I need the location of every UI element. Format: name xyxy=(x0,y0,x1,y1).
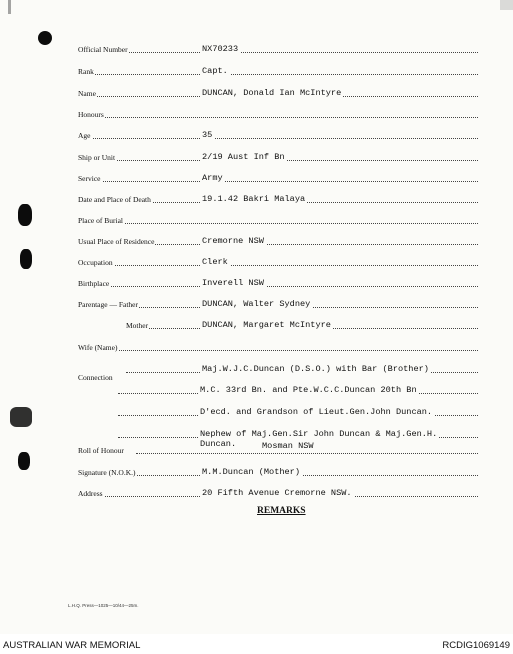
label-birthplace: Birthplace xyxy=(78,279,110,288)
row-parentage-mother xyxy=(78,316,478,332)
label-date-place-death: Date and Place of Death xyxy=(78,195,151,204)
value-service: Army xyxy=(202,173,223,183)
label-service: Service xyxy=(78,174,101,183)
value-date-place-death: 19.1.42 Bakri Malaya xyxy=(202,194,306,204)
value-connection-line-5: Duncan. xyxy=(200,439,237,449)
value-official-number: NX70233 xyxy=(202,44,239,54)
row-age xyxy=(78,126,478,142)
value-roll-of-honour: Mosman NSW xyxy=(262,441,314,451)
value-age: 35 xyxy=(202,130,213,140)
value-occupation: Clerk xyxy=(202,257,228,267)
label-roll-of-honour: Roll of Honour xyxy=(78,446,124,455)
label-wife: Wife (Name) xyxy=(78,343,118,352)
value-ship-or-unit: 2/19 Aust Inf Bn xyxy=(202,152,285,162)
punch-hole-low2 xyxy=(18,452,30,470)
label-name: Name xyxy=(78,89,96,98)
label-occupation: Occupation xyxy=(78,258,113,267)
punch-hole-mid1 xyxy=(18,204,32,226)
label-usual-residence: Usual Place of Residence xyxy=(78,237,155,246)
row-birthplace xyxy=(78,274,478,290)
row-roll-of-honour xyxy=(78,441,478,457)
value-parentage-mother: DUNCAN, Margaret McIntyre xyxy=(202,320,331,330)
label-official-number: Official Number xyxy=(78,45,128,54)
row-honours xyxy=(78,105,478,121)
row-wife xyxy=(78,338,478,354)
punch-hole-mid2 xyxy=(20,249,32,269)
row-ship-or-unit xyxy=(78,148,478,164)
label-address: Address xyxy=(78,489,103,498)
value-address: 20 Fifth Avenue Cremorne NSW. xyxy=(202,488,352,498)
remarks-heading: REMARKS xyxy=(257,506,306,516)
printer-line: L.H.Q. Press—1025—10/44—25m. xyxy=(68,603,139,608)
row-address xyxy=(78,484,478,500)
value-connection-line-4: Nephew of Maj.Gen.Sir John Duncan & Maj.Gen.H. xyxy=(200,429,438,439)
row-parentage-father xyxy=(78,295,478,311)
punch-hole-top xyxy=(38,31,52,45)
label-rank: Rank xyxy=(78,67,94,76)
row-occupation xyxy=(78,253,478,269)
row-official-number xyxy=(78,40,478,56)
row-service xyxy=(78,169,478,185)
row-place-of-burial xyxy=(78,211,478,227)
value-rank: Capt. xyxy=(202,66,228,76)
row-connection-cont-1 xyxy=(118,381,478,397)
row-connection-cont-2 xyxy=(118,403,478,419)
value-usual-residence: Cremorne NSW xyxy=(202,236,264,246)
value-connection-line-1: Maj.W.J.C.Duncan (D.S.O.) with Bar (Brother) xyxy=(202,364,429,374)
label-ship-or-unit: Ship or Unit xyxy=(78,153,116,162)
value-birthplace: Inverell NSW xyxy=(202,278,264,288)
value-connection-line-3: D'ecd. and Grandson of Lieut.Gen.John Duncan. xyxy=(200,407,433,417)
label-age: Age xyxy=(78,131,91,140)
value-signature: M.M.Duncan (Mother) xyxy=(202,467,300,477)
label-place-of-burial: Place of Burial xyxy=(78,216,123,225)
row-connection xyxy=(78,360,478,382)
value-parentage-father: DUNCAN, Walter Sydney xyxy=(202,299,311,309)
label-parentage-father: Parentage — Father xyxy=(78,300,138,309)
scan-speck xyxy=(500,0,513,10)
punch-hole-low1 xyxy=(10,407,32,427)
footer-record-id: RCDIG1069149 xyxy=(442,640,510,651)
label-connection: Connection xyxy=(78,373,113,382)
row-connection-cont-3 xyxy=(118,425,478,441)
row-signature xyxy=(78,463,478,479)
archive-footer xyxy=(0,634,513,654)
label-honours: Honours xyxy=(78,110,104,119)
scan-speck xyxy=(8,0,11,14)
row-name xyxy=(78,84,478,100)
label-signature: Signature (N.O.K.) xyxy=(78,468,136,477)
value-connection-line-2: M.C. 33rd Bn. and Pte.W.C.C.Duncan 20th Bn xyxy=(200,385,417,395)
row-date-place-death xyxy=(78,190,478,206)
value-name: DUNCAN, Donald Ian McIntyre xyxy=(202,88,342,98)
row-usual-residence xyxy=(78,232,478,248)
row-rank xyxy=(78,62,478,78)
label-parentage-mother: Mother xyxy=(126,321,149,330)
footer-institution: AUSTRALIAN WAR MEMORIAL xyxy=(3,640,141,651)
